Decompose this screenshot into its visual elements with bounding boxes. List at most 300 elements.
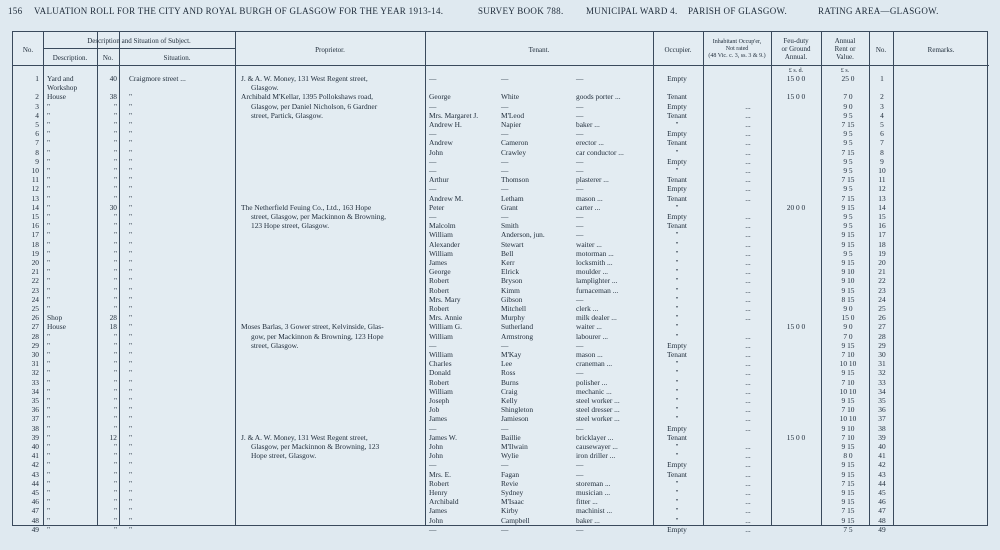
cell-sit: " bbox=[129, 184, 133, 194]
cell-no: 37 bbox=[31, 414, 39, 424]
proprietor-line: The Netherfield Feuing Co., Ltd., 163 Hope bbox=[241, 202, 372, 212]
cell-rent: 15 0 bbox=[841, 313, 855, 323]
cell-inh: ... bbox=[745, 405, 751, 415]
cell-to: locksmith ... bbox=[576, 258, 613, 267]
col-inhabitant-line1: Inhabitant Occup'er, bbox=[712, 39, 762, 45]
cell-tf: James bbox=[429, 258, 448, 267]
table-row bbox=[13, 295, 989, 304]
cell-rent: 9 5 bbox=[843, 129, 853, 139]
cell-num: " bbox=[113, 193, 117, 203]
cell-desc: " bbox=[47, 359, 51, 369]
cell-sit: " bbox=[129, 175, 133, 185]
cell-inh: ... bbox=[745, 515, 751, 525]
cell-no: 17 bbox=[31, 230, 39, 240]
cell-no2: 5 bbox=[880, 120, 884, 129]
cell-inh: ... bbox=[745, 313, 751, 323]
cell-ts: Ross bbox=[501, 368, 516, 378]
col-feu-line1: Feu-duty bbox=[783, 37, 809, 45]
cell-no2: 43 bbox=[878, 469, 886, 479]
cell-tf: George bbox=[429, 267, 451, 277]
proprietor-line: street, Partick, Glasgow. bbox=[251, 110, 323, 120]
cell-tf: Robert bbox=[429, 377, 450, 387]
cell-no: 39 bbox=[31, 432, 39, 442]
col-feu-line3: Annual. bbox=[784, 53, 808, 61]
cell-to: — bbox=[576, 166, 584, 175]
cell-to: polisher ... bbox=[576, 377, 608, 387]
cell-no2: 10 bbox=[878, 166, 886, 175]
cell-sit: " bbox=[129, 92, 133, 102]
cell-no2: 26 bbox=[878, 313, 886, 323]
cell-sit: " bbox=[129, 285, 133, 295]
cell-inh: ... bbox=[745, 285, 751, 295]
cell-desc: " bbox=[47, 202, 51, 212]
cell-no2: 19 bbox=[878, 248, 886, 258]
cell-ts: — bbox=[501, 460, 509, 470]
cell-occ: " bbox=[675, 147, 679, 157]
cell-to: — bbox=[576, 230, 584, 240]
col-tenant: Tenant. bbox=[528, 46, 550, 54]
cell-to: motorman ... bbox=[576, 248, 614, 258]
cell-num: " bbox=[113, 405, 117, 415]
table-row bbox=[13, 322, 989, 331]
col-situation: Situation. bbox=[163, 54, 191, 62]
cell-ts: Campbell bbox=[501, 515, 530, 525]
cell-desc: " bbox=[47, 368, 51, 378]
cell-no2: 36 bbox=[878, 405, 886, 415]
cell-no2: 6 bbox=[880, 129, 884, 139]
cell-no: 26 bbox=[31, 313, 39, 323]
cell-ts: Grant bbox=[501, 202, 518, 212]
table-row bbox=[13, 470, 989, 479]
cell-rent: 9 15 bbox=[841, 368, 855, 378]
cell-no2: 30 bbox=[878, 350, 886, 359]
cell-occ: Tenant bbox=[666, 469, 687, 479]
cell-no: 41 bbox=[31, 451, 39, 461]
cell-sit: " bbox=[129, 230, 133, 240]
table-row bbox=[13, 479, 989, 488]
cell-num: " bbox=[113, 331, 117, 341]
cell-tf: — bbox=[429, 74, 437, 83]
cell-desc: " bbox=[47, 175, 51, 185]
cell-tf: Robert bbox=[429, 276, 450, 286]
cell-sit: " bbox=[129, 368, 133, 378]
cell-to: goods porter ... bbox=[576, 92, 621, 102]
cell-desc: " bbox=[47, 285, 51, 295]
cell-no2: 20 bbox=[878, 258, 886, 267]
cell-occ: " bbox=[675, 322, 679, 332]
cell-to: labourer ... bbox=[576, 331, 609, 341]
cell-no2: 9 bbox=[880, 156, 884, 166]
cell-to: — bbox=[576, 212, 584, 221]
cell-occ: " bbox=[675, 267, 679, 277]
table-row bbox=[13, 332, 989, 341]
cell-tf: Andrew H. bbox=[429, 120, 462, 129]
cell-occ: Tenant bbox=[666, 92, 687, 102]
cell-rent: 8 15 bbox=[841, 294, 855, 304]
cell-no2: 49 bbox=[878, 524, 886, 534]
table-row bbox=[13, 433, 989, 442]
valuation-table bbox=[12, 31, 988, 534]
cell-occ: " bbox=[675, 285, 679, 295]
cell-num: " bbox=[113, 212, 117, 221]
table-row bbox=[13, 102, 989, 111]
cell-num: " bbox=[113, 469, 117, 479]
cell-sit: " bbox=[129, 239, 133, 249]
cell-ts: Wylie bbox=[501, 451, 519, 461]
table-row bbox=[13, 221, 989, 230]
cell-sit: " bbox=[129, 432, 133, 442]
cell-desc: " bbox=[47, 294, 51, 304]
cell-no: 20 bbox=[31, 258, 39, 267]
cell-desc: " bbox=[47, 377, 51, 387]
cell-desc: " bbox=[47, 230, 51, 240]
table-row bbox=[13, 258, 989, 267]
cell-rent: 9 15 bbox=[841, 488, 855, 497]
cell-to: mechanic ... bbox=[576, 386, 612, 396]
cell-num: " bbox=[113, 285, 117, 295]
table-row bbox=[13, 83, 989, 92]
table-row bbox=[13, 120, 989, 129]
cell-ts: Elrick bbox=[501, 267, 520, 277]
page-number: 156 bbox=[8, 6, 23, 16]
cell-occ: Empty bbox=[667, 74, 687, 83]
cell-ts: Murphy bbox=[501, 313, 525, 323]
cell-no2: 33 bbox=[878, 377, 886, 387]
table-row bbox=[13, 405, 989, 414]
cell-rent: 9 0 bbox=[843, 322, 853, 332]
cell-to: — bbox=[576, 294, 584, 304]
cell-num: " bbox=[113, 147, 117, 157]
cell-no: 10 bbox=[31, 166, 39, 175]
cell-rent: 7 10 bbox=[841, 432, 855, 442]
cell-occ: " bbox=[675, 120, 679, 129]
cell-inh: ... bbox=[745, 331, 751, 341]
cell-to: lamplighter ... bbox=[576, 276, 618, 286]
cell-ts: Kelly bbox=[501, 396, 518, 405]
proprietor-line: 123 Hope street, Glasgow. bbox=[251, 221, 330, 231]
cell-no: 24 bbox=[31, 294, 39, 304]
proprietor-line: Glasgow, per Daniel Nicholson, 6 Gardner bbox=[251, 101, 378, 111]
cell-occ: " bbox=[675, 248, 679, 258]
cell-no: 40 bbox=[31, 442, 39, 451]
cell-sit: " bbox=[129, 497, 133, 507]
cell-no: 34 bbox=[31, 386, 39, 396]
cell-no2: 31 bbox=[878, 359, 886, 369]
cell-ts: — bbox=[501, 212, 509, 221]
cell-no2: 7 bbox=[880, 138, 884, 148]
cell-num: " bbox=[113, 138, 117, 148]
cell-sit: " bbox=[129, 212, 133, 221]
cell-desc: " bbox=[47, 460, 51, 470]
cell-no2: 27 bbox=[878, 322, 886, 332]
col-description-group: Description and Situation of Subject. bbox=[87, 37, 191, 45]
cell-num: " bbox=[113, 340, 117, 350]
cell-desc: " bbox=[47, 396, 51, 405]
col-remarks: Remarks. bbox=[927, 46, 955, 54]
cell-rent: 7 10 bbox=[841, 377, 855, 387]
cell-inh: ... bbox=[745, 414, 751, 424]
cell-tf: — bbox=[429, 166, 437, 175]
cell-tf: Malcolm bbox=[429, 221, 456, 231]
cell-to: baker ... bbox=[576, 120, 600, 129]
cell-rent: 9 5 bbox=[843, 156, 853, 166]
cell-sit: " bbox=[129, 386, 133, 396]
cell-tf: — bbox=[429, 129, 437, 139]
table-row bbox=[13, 368, 989, 377]
cell-no: 1 bbox=[35, 74, 39, 83]
cell-inh: ... bbox=[745, 101, 751, 111]
cell-occ: " bbox=[675, 230, 679, 240]
cell-to: — bbox=[576, 74, 584, 83]
cell-sit: " bbox=[129, 221, 133, 231]
col-annual-rent bbox=[821, 37, 869, 61]
cell-no: 48 bbox=[31, 515, 39, 525]
cell-num: " bbox=[113, 304, 117, 313]
cell-occ: " bbox=[675, 405, 679, 415]
cell-to: — bbox=[576, 184, 584, 194]
cell-occ: " bbox=[675, 478, 679, 488]
cell-occ: " bbox=[675, 488, 679, 497]
cell-tf: William G. bbox=[429, 322, 462, 332]
cell-tf: — bbox=[429, 460, 437, 470]
cell-sit: " bbox=[129, 506, 133, 516]
cell-num: " bbox=[113, 478, 117, 488]
cell-tf: Henry bbox=[429, 488, 448, 497]
col-rent-line3: Value. bbox=[836, 53, 854, 61]
cell-desc: " bbox=[47, 147, 51, 157]
cell-sit: " bbox=[129, 313, 133, 323]
cell-num: " bbox=[113, 451, 117, 461]
cell-tf: — bbox=[429, 212, 437, 221]
col-feu-duty bbox=[771, 37, 821, 61]
table-row bbox=[13, 267, 989, 276]
cell-rent: 9 15 bbox=[841, 230, 855, 240]
table-row bbox=[13, 138, 989, 147]
cell-num: " bbox=[113, 221, 117, 231]
cell-num: " bbox=[113, 248, 117, 258]
cell-ts: — bbox=[501, 166, 509, 175]
cell-rent: 7 10 bbox=[841, 405, 855, 415]
cell-desc: " bbox=[47, 212, 51, 221]
cell-no: 4 bbox=[35, 110, 39, 120]
cell-no2: 17 bbox=[878, 230, 886, 240]
cell-num: " bbox=[113, 230, 117, 240]
cell-to: causewayer ... bbox=[576, 442, 618, 451]
cell-desc: House bbox=[47, 322, 66, 332]
cell-rent: 9 0 bbox=[843, 304, 853, 313]
cell-no: 3 bbox=[35, 101, 39, 111]
cell-tf: Robert bbox=[429, 285, 450, 295]
cell-occ: " bbox=[675, 497, 679, 507]
cell-occ: Empty bbox=[667, 423, 687, 433]
cell-occ: Empty bbox=[667, 184, 687, 194]
cell-rent: 9 15 bbox=[841, 460, 855, 470]
cell-fd: 20 0 0 bbox=[786, 202, 806, 212]
table-row bbox=[13, 313, 989, 322]
cell-ts: — bbox=[501, 340, 509, 350]
cell-ts: Bell bbox=[501, 248, 514, 258]
cell-ts: Bryson bbox=[501, 276, 523, 286]
table-row bbox=[13, 525, 989, 534]
cell-to: musician ... bbox=[576, 488, 611, 497]
cell-rent: 9 15 bbox=[841, 340, 855, 350]
cell-desc: " bbox=[47, 515, 51, 525]
table-row bbox=[13, 184, 989, 193]
cell-no2: 22 bbox=[878, 276, 886, 286]
cell-num: " bbox=[113, 166, 117, 175]
cell-desc: " bbox=[47, 497, 51, 507]
proprietor-line: Glasgow, per Mackinnon & Browning, 123 bbox=[251, 442, 380, 451]
cell-tf: Job bbox=[429, 405, 440, 415]
cell-no2: 28 bbox=[878, 331, 886, 341]
cell-sit: " bbox=[129, 166, 133, 175]
cell-sit: " bbox=[129, 294, 133, 304]
cell-sit: " bbox=[129, 478, 133, 488]
cell-to: bricklayer ... bbox=[576, 432, 614, 442]
cell-occ: " bbox=[675, 386, 679, 396]
cell-rent: 9 15 bbox=[841, 239, 855, 249]
table-row bbox=[13, 157, 989, 166]
cell-occ: Tenant bbox=[666, 110, 687, 120]
cell-no2: 34 bbox=[878, 386, 886, 396]
cell-no2: 24 bbox=[878, 294, 886, 304]
cell-desc: " bbox=[47, 101, 51, 111]
cell-to: iron driller ... bbox=[576, 451, 616, 461]
cell-rent: 9 10 bbox=[841, 423, 855, 433]
cell-to: mason ... bbox=[576, 193, 603, 203]
cell-sit: " bbox=[129, 396, 133, 405]
cell-num: " bbox=[113, 377, 117, 387]
cell-ts: Fagan bbox=[501, 469, 520, 479]
cell-rent: 7 15 bbox=[841, 120, 855, 129]
cell-to: — bbox=[576, 156, 584, 166]
cell-sit: " bbox=[129, 129, 133, 139]
cell-rent: 9 5 bbox=[843, 166, 853, 175]
cell-no2: 4 bbox=[880, 110, 884, 120]
cell-num: " bbox=[113, 442, 117, 451]
cell-ts: Shingleton bbox=[501, 405, 534, 415]
cell-sit: " bbox=[129, 193, 133, 203]
cell-tf: Alexander bbox=[429, 239, 460, 249]
cell-tf: William bbox=[429, 350, 453, 359]
cell-occ: " bbox=[675, 414, 679, 424]
cell-inh: ... bbox=[745, 497, 751, 507]
cell-occ: " bbox=[675, 276, 679, 286]
cell-no: 5 bbox=[35, 120, 39, 129]
cell-occ: Empty bbox=[667, 101, 687, 111]
cell-no: 45 bbox=[31, 488, 39, 497]
cell-no2: 18 bbox=[878, 239, 886, 249]
cell-inh: ... bbox=[745, 377, 751, 387]
cell-sit: " bbox=[129, 156, 133, 166]
col-no: No. bbox=[22, 46, 34, 54]
cell-rent: 7 5 bbox=[843, 524, 853, 534]
cell-inh: ... bbox=[745, 488, 751, 497]
cell-rent: 7 15 bbox=[841, 478, 855, 488]
cell-ts: — bbox=[501, 156, 509, 166]
cell-rent: 9 15 bbox=[841, 469, 855, 479]
cell-to: — bbox=[576, 129, 584, 139]
cell-fd: 15 0 0 bbox=[786, 322, 806, 332]
cell-ts: Kirby bbox=[501, 506, 519, 516]
cell-inh: ... bbox=[745, 294, 751, 304]
cell-inh: ... bbox=[745, 469, 751, 479]
cell-fd: 15 0 0 bbox=[786, 92, 806, 102]
cell-num: " bbox=[113, 396, 117, 405]
cell-num: " bbox=[113, 497, 117, 507]
table-row bbox=[13, 212, 989, 221]
cell-rent: 10 10 bbox=[839, 359, 857, 369]
proprietor-line: street, Glasgow. bbox=[251, 340, 299, 350]
cell-desc: " bbox=[47, 386, 51, 396]
table-row bbox=[13, 166, 989, 175]
table-row bbox=[13, 276, 989, 285]
table-row bbox=[13, 451, 989, 460]
cell-occ: Empty bbox=[667, 129, 687, 139]
proprietor-line: gow, per Mackinnon & Browning, 123 Hope bbox=[251, 331, 384, 341]
cell-tf: James W. bbox=[429, 432, 457, 442]
table-row bbox=[13, 286, 989, 295]
cell-no2: 15 bbox=[878, 212, 886, 221]
cell-tf: James bbox=[429, 414, 448, 424]
cell-to: craneman ... bbox=[576, 359, 613, 369]
cell-sit: " bbox=[129, 488, 133, 497]
cell-rent: 9 15 bbox=[841, 497, 855, 507]
cell-inh: ... bbox=[745, 110, 751, 120]
cell-desc: " bbox=[47, 156, 51, 166]
cell-sit: " bbox=[129, 202, 133, 212]
cell-sit: " bbox=[129, 248, 133, 258]
cell-no2: 1 bbox=[880, 74, 884, 83]
cell-no2: 38 bbox=[878, 423, 886, 433]
cell-no2: 23 bbox=[878, 285, 886, 295]
cell-fd: 15 0 0 bbox=[786, 432, 806, 442]
cell-to: plasterer ... bbox=[576, 175, 609, 185]
cell-rent: 8 0 bbox=[843, 451, 853, 461]
cell-sit: Craigmore street ... bbox=[129, 74, 186, 83]
table-row bbox=[13, 488, 989, 497]
cell-occ: " bbox=[675, 202, 679, 212]
cell-to: — bbox=[576, 469, 584, 479]
cell-tf: John bbox=[429, 442, 443, 451]
table-row bbox=[13, 341, 989, 350]
cell-ts: Stewart bbox=[501, 239, 524, 249]
cell-inh: ... bbox=[745, 442, 751, 451]
cell-no2: 12 bbox=[878, 184, 886, 194]
cell-rent: 7 15 bbox=[841, 147, 855, 157]
cell-tf: William bbox=[429, 248, 453, 258]
cell-no: 29 bbox=[31, 340, 39, 350]
cell-occ: Empty bbox=[667, 340, 687, 350]
cell-num: " bbox=[113, 276, 117, 286]
cell-no: 25 bbox=[31, 304, 39, 313]
cell-sit: " bbox=[129, 147, 133, 157]
cell-inh: ... bbox=[745, 184, 751, 194]
cell-inh: ... bbox=[745, 138, 751, 148]
cell-ts: M'Leod bbox=[501, 110, 525, 120]
cell-desc: " bbox=[47, 304, 51, 313]
cell-occ: " bbox=[675, 442, 679, 451]
col-number: No. bbox=[102, 54, 114, 62]
cell-ts: Anderson, jun. bbox=[501, 230, 545, 240]
cell-rent: 9 15 bbox=[841, 442, 855, 451]
table-row bbox=[13, 414, 989, 423]
cell-sit: " bbox=[129, 469, 133, 479]
cell-inh: ... bbox=[745, 276, 751, 286]
cell-to: storeman ... bbox=[576, 478, 611, 488]
cell-sit: " bbox=[129, 524, 133, 534]
cell-desc: " bbox=[47, 442, 51, 451]
